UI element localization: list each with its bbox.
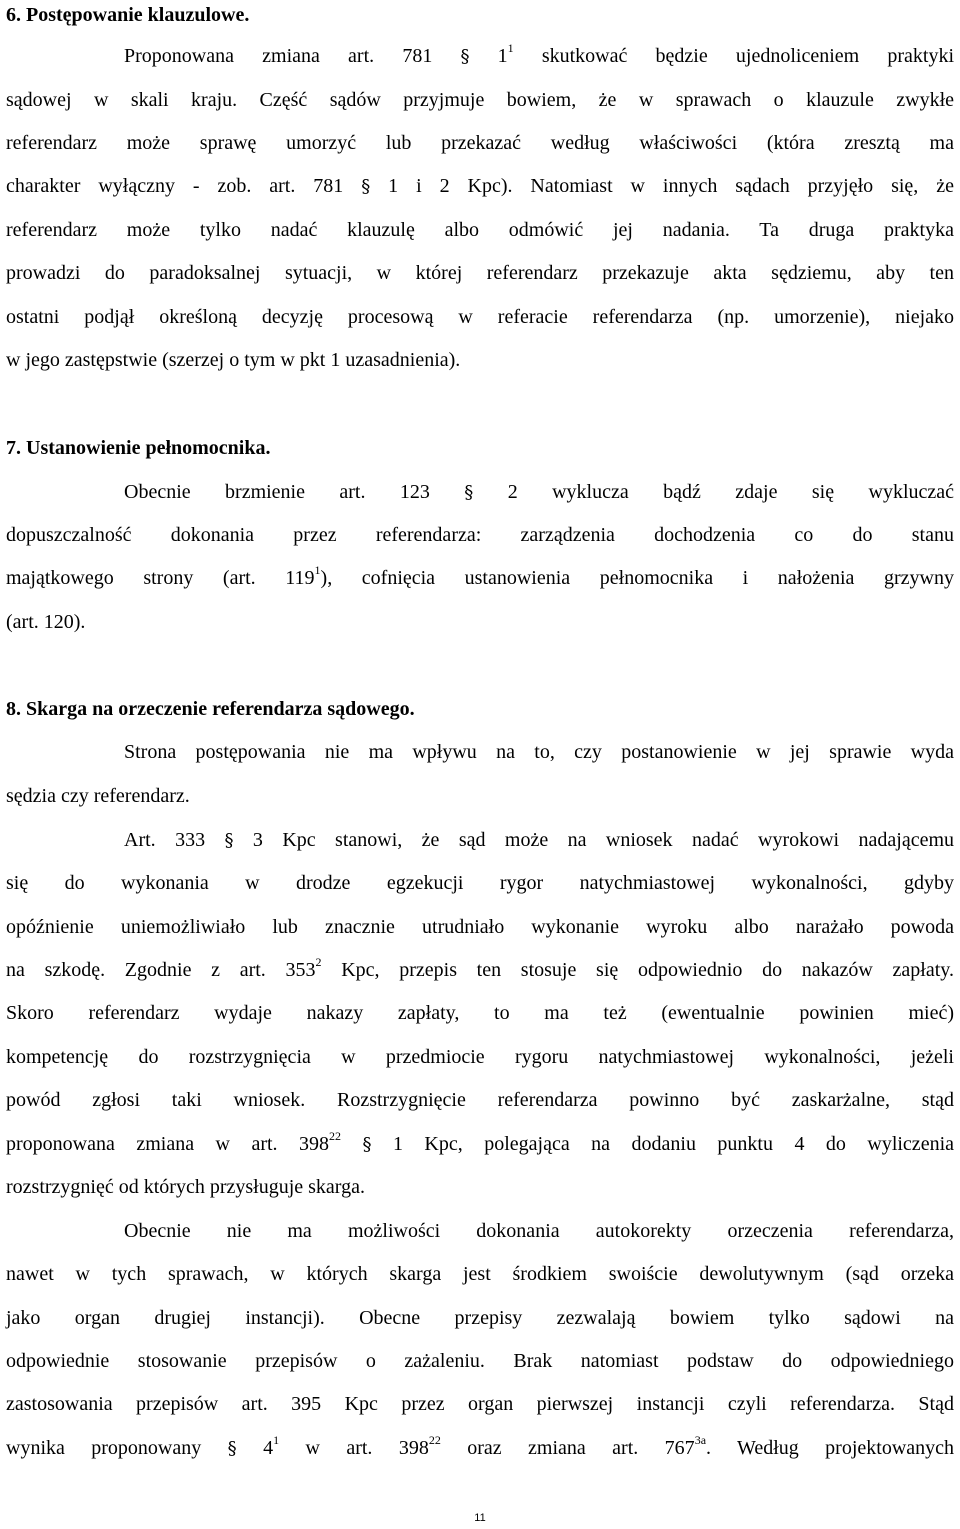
- section-6-line-7: ostatni podjął określoną decyzję procesową w referacie referendarza (np. umorzenie), niejako: [6, 306, 954, 328]
- section-8-p3-line-6: wynika proponowany § $4^1$ w art. $398^{22}$ oraz zmiana art. $767^{3a}$. Według projektowanych: [6, 1433, 955, 1459]
- paragraph-sign: §: [224, 830, 234, 851]
- section-7-line-2: dopuszczalność dokonania przez referendarza: zarządzenia dochodzenia co do stanu: [6, 524, 954, 546]
- section-8-p3-line-5: zastosowania przepisów art. 395 Kpc przez organ pierwszej instancji czyli referendarza. Stąd: [6, 1393, 954, 1415]
- section-6-line-2: sądowej w skali kraju. Część sądów przyjmuje bowiem, że w sprawach o klauzule zwykłe: [6, 89, 954, 111]
- paragraph-sign: §: [460, 46, 470, 67]
- section-8-p2-line-3: opóźnienie uniemożliwiało lub znacznie utrudniało wykonanie wyroku albo narażało powoda: [6, 916, 954, 938]
- section-8-p2-line-4: na szkodę. Zgodnie z art. $353^2$ Kpc, przepis ten stosuje się odpowiednio do nakazów zapłaty.: [6, 955, 954, 981]
- section-7-line-1: Obecnie brzmienie art. 123 § 2 wyklucza bądź zdaje się wykluczać: [124, 481, 955, 503]
- section-7-line-3: majątkowego strony (art. $119^1$), cofnięcia ustanowienia pełnomocnika i nałożenia grzywny: [6, 563, 954, 589]
- section-8-p3-line-3: jako organ drugiej instancji). Obecne przepisy zezwalają bowiem tylko sądowi na: [6, 1307, 954, 1329]
- section-8-p2-line-2: się do wykonania w drodze egzekucji rygor natychmiastowej wykonalności, gdyby: [6, 872, 954, 894]
- section-8-p2-line-5: Skoro referendarz wydaje nakazy zapłaty, to ma też (ewentualnie powinien mieć): [6, 1002, 954, 1024]
- section-6-line-6: prowadzi do paradoksalnej sytuacji, w której referendarz przekazuje akta sędziemu, aby ten: [6, 262, 954, 284]
- section-8-p2-line-9: rozstrzygnięć od których przysługuje skarga.: [6, 1176, 365, 1198]
- paragraph-sign: §: [227, 1438, 237, 1459]
- section-7-heading: 7. Ustanowienie pełnomocnika.: [6, 437, 271, 459]
- section-8-p3-line-1: Obecnie nie ma możliwości dokonania autokorekty orzeczenia referendarza,: [124, 1220, 954, 1242]
- section-8-p2-line-6: kompetencję do rozstrzygnięcia w przedmiocie rygoru natychmiastowej wykonalności, jeżeli: [6, 1046, 954, 1068]
- section-7-line-4: (art. 120).: [6, 611, 86, 633]
- section-8-p3-line-2: nawet w tych sprawach, w których skarga jest środkiem swoiście dewolutywnym (sąd orzeka: [6, 1263, 954, 1285]
- section-8-p2-line-8: proponowana zmiana w art. $398^{22}$ § 1 Kpc, polegająca na dodaniu punktu 4 do wyliczenia: [6, 1129, 954, 1155]
- section-6-line-5: referendarz może tylko nadać klauzulę albo odmówić jej nadania. Ta druga praktyka: [6, 219, 954, 241]
- paragraph-sign: §: [464, 482, 474, 503]
- paragraph-sign: §: [362, 1134, 372, 1155]
- section-8-p3-line-4: odpowiednie stosowanie przepisów o zażaleniu. Brak natomiast podstaw do odpowiedniego: [6, 1350, 954, 1372]
- paragraph-sign: §: [361, 176, 371, 197]
- section-8-heading: 8. Skarga na orzeczenie referendarza sądowego.: [6, 698, 415, 720]
- page-number: 11: [474, 1512, 486, 1524]
- section-6-line-8: w jego zastępstwie (szerzej o tym w pkt 1 uzasadnienia).: [6, 349, 461, 371]
- section-6-heading: 6. Postępowanie klauzulowe.: [6, 4, 250, 26]
- section-6-line-1: Proponowana zmiana art. 781 § $1^1$ skutkować będzie ujednoliceniem praktyki: [124, 41, 955, 67]
- section-8-p1-line-2: sędzia czy referendarz.: [6, 785, 190, 807]
- section-6-line-3: referendarz może sprawę umorzyć lub przekazać według właściwości (która zresztą ma: [6, 132, 954, 154]
- section-8-p2-line-7: powód zgłosi taki wniosek. Rozstrzygnięcie referendarza powinno być zaskarżalne, stąd: [6, 1089, 954, 1111]
- section-8-p1-line-1: Strona postępowania nie ma wpływu na to, czy postanowienie w jej sprawie wyda: [124, 741, 954, 763]
- section-6-line-4: charakter wyłączny - zob. art. 781 § 1 i 2 Kpc). Natomiast w innych sądach przyjęło się, że: [6, 175, 954, 197]
- section-8-p2-line-1: Art. 333 § 3 Kpc stanowi, że sąd może na wniosek nadać wyrokowi nadającemu: [124, 829, 955, 851]
